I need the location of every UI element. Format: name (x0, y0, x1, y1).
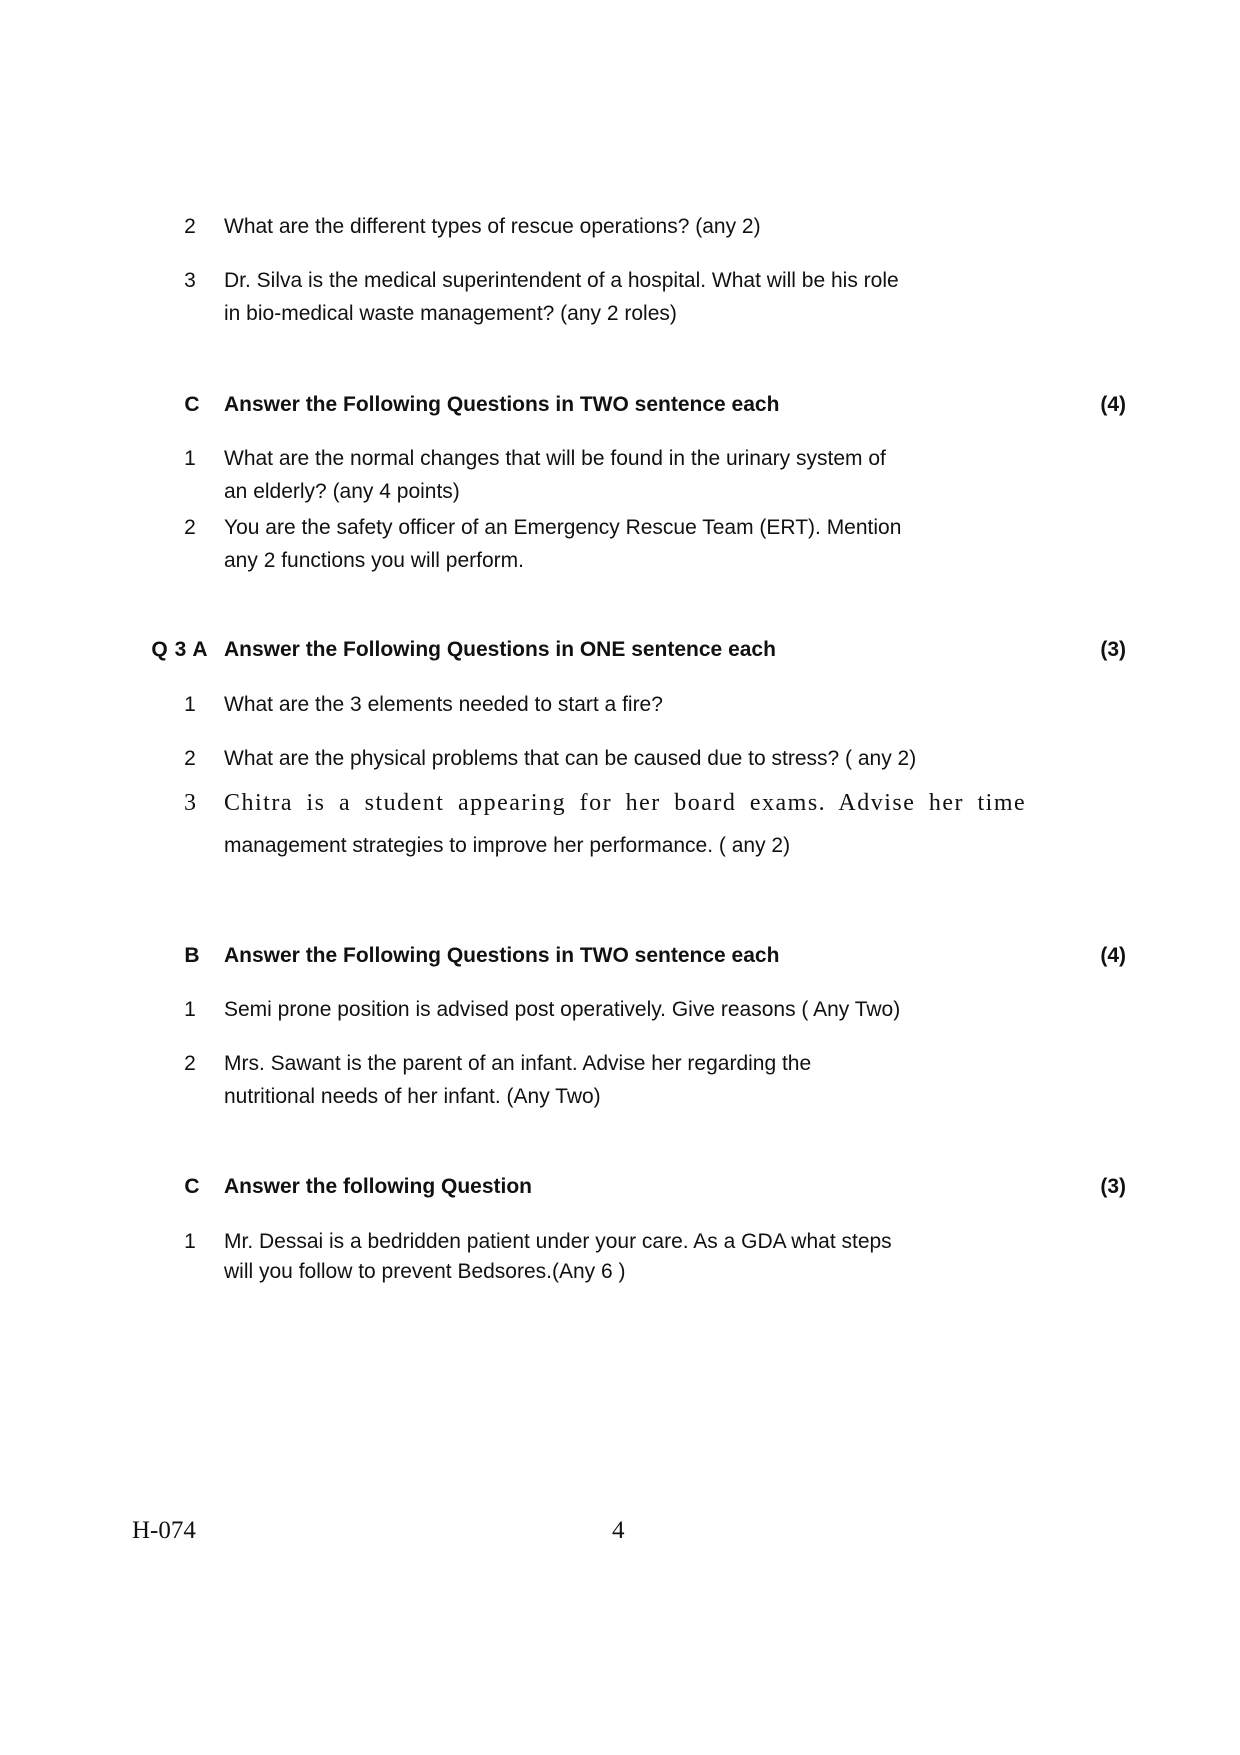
section-marks: (3) (1100, 638, 1126, 661)
section-marks: (4) (1100, 393, 1126, 416)
section-heading: Answer the Following Questions in ONE sentence each (224, 638, 776, 661)
question-text-line: Dr. Silva is the medical superintendent of a hospital. What will be his role (224, 269, 899, 292)
question-text-line: an elderly? (any 4 points) (224, 480, 460, 503)
question-text-line: You are the safety officer of an Emergency Rescue Team (ERT). Mention (224, 516, 902, 539)
question-number: 1 (184, 1230, 196, 1253)
page-number: 4 (612, 1517, 625, 1544)
section-heading: Answer the following Question (224, 1175, 533, 1198)
paper-code: H-074 (132, 1517, 196, 1544)
question-text-line: Mrs. Sawant is the parent of an infant. Advise her regarding the (224, 1052, 812, 1075)
question-text: What are the 3 elements needed to start a fire? (224, 693, 663, 716)
question-text-line: Mr. Dessai is a bedridden patient under your care. As a GDA what steps (224, 1230, 892, 1253)
question-number: 1 (184, 998, 196, 1021)
question-text-line: will you follow to prevent Bedsores.(Any 6 ) (224, 1260, 626, 1283)
question-text: Semi prone position is advised post operatively. Give reasons ( Any Two) (224, 998, 901, 1021)
question-number: 3 (184, 790, 196, 816)
question-text-line: any 2 functions you will perform. (224, 549, 524, 572)
section-letter: B (184, 944, 200, 967)
section-marks: (4) (1100, 944, 1126, 967)
section-letter: C (184, 393, 200, 416)
question-text-line: management strategies to improve her performance. ( any 2) (224, 834, 791, 857)
question-number: 1 (184, 693, 196, 716)
question-label: Q 3 A (151, 638, 208, 661)
question-text-line: What are the normal changes that will be found in the urinary system of (224, 447, 886, 470)
section-heading: Answer the Following Questions in TWO sentence each (224, 393, 780, 416)
question-text: What are the different types of rescue operations? (any 2) (224, 215, 761, 238)
question-number: 1 (184, 447, 196, 470)
question-text-line: nutritional needs of her infant. (Any Two) (224, 1085, 601, 1108)
question-number: 2 (184, 516, 196, 539)
question-text-line: in bio-medical waste management? (any 2 roles) (224, 302, 677, 325)
question-text: What are the physical problems that can be caused due to stress? ( any 2) (224, 747, 917, 770)
question-number: 2 (184, 1052, 196, 1075)
question-number: 3 (184, 269, 196, 292)
section-marks: (3) (1100, 1175, 1126, 1198)
section-letter: C (184, 1175, 200, 1198)
question-text-line: Chitra is a student appearing for her board exams. Advise her time (224, 790, 1027, 816)
question-number: 2 (184, 747, 196, 770)
section-heading: Answer the Following Questions in TWO sentence each (224, 944, 780, 967)
question-number: 2 (184, 215, 196, 238)
